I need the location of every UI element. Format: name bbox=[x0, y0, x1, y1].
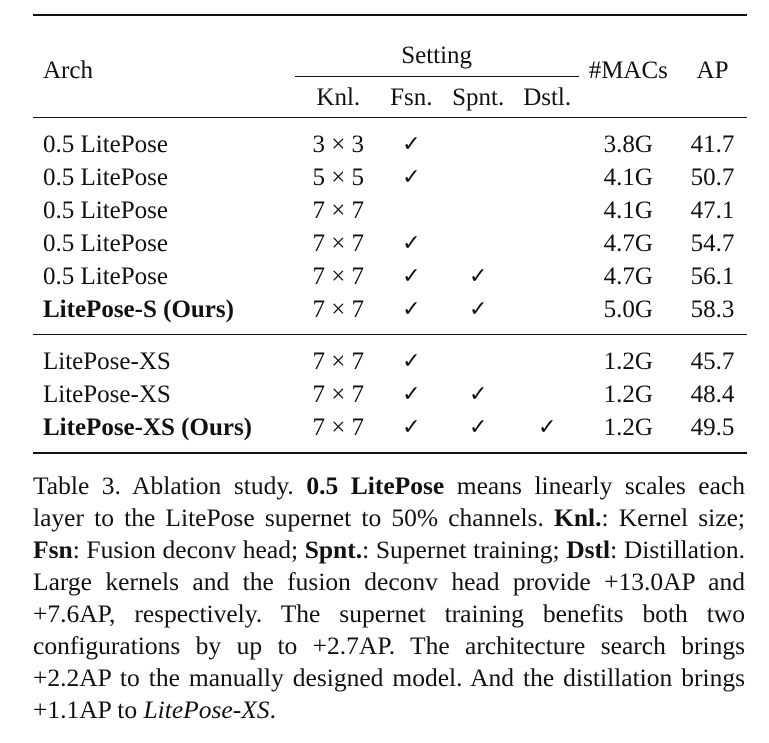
header-ap: AP bbox=[696, 57, 729, 84]
cell-macs: 1.2G bbox=[603, 381, 653, 408]
cell-arch: 0.5 LitePose bbox=[43, 263, 168, 290]
cell-knl: 7 × 7 bbox=[312, 296, 365, 323]
cell-arch: 0.5 LitePose bbox=[43, 197, 168, 224]
ablation-table bbox=[33, 14, 747, 454]
caption-text-7: . bbox=[269, 695, 276, 724]
header-arch: Arch bbox=[43, 57, 93, 84]
caption-bold-spnt: Spnt. bbox=[304, 535, 363, 564]
caption-text-1: Ablation study. bbox=[120, 471, 307, 500]
cell-arch: LitePose-XS bbox=[43, 381, 171, 408]
cell-fsn: ✓ bbox=[402, 348, 421, 374]
cell-dstl bbox=[516, 194, 579, 227]
cell-dstl bbox=[516, 335, 579, 379]
cell-ap: 49.5 bbox=[690, 414, 735, 441]
header-setting-label: Setting bbox=[401, 42, 473, 69]
table-body bbox=[33, 118, 747, 454]
cell-spnt: ✓ bbox=[468, 414, 488, 440]
cell-arch: 0.5 LitePose bbox=[43, 131, 168, 158]
cell-knl: 7 × 7 bbox=[312, 197, 365, 224]
caption-label: Table 3. bbox=[33, 471, 121, 500]
cell-ap: 58.3 bbox=[690, 296, 735, 323]
cell-ap: 54.7 bbox=[690, 230, 735, 257]
cell-spnt bbox=[441, 118, 516, 162]
caption-text-6: : Distillation. Large kernels and the fusion deconv head provide +13.0AP and +7.6AP, respectively. The supernet training benefits both two configurations by up to +2.7AP. The architecture search brings +2.2AP to the manually designed model. And the distillation brings +1.1AP to bbox=[33, 535, 745, 724]
cell-spnt: ✓ bbox=[468, 381, 488, 407]
header-dstl: Dstl. bbox=[523, 83, 572, 111]
cell-fsn: ✓ bbox=[402, 414, 421, 440]
cell-fsn bbox=[382, 194, 441, 227]
cell-dstl bbox=[516, 378, 579, 411]
cell-ap: 41.7 bbox=[690, 131, 735, 158]
cell-arch: LitePose-XS bbox=[43, 348, 171, 375]
cell-fsn: ✓ bbox=[402, 131, 421, 157]
cell-spnt bbox=[441, 335, 516, 379]
cell-arch: LitePose-S (Ours) bbox=[43, 296, 234, 323]
cell-arch: LitePose-XS (Ours) bbox=[43, 414, 252, 441]
table-row bbox=[33, 378, 747, 411]
cell-knl: 3 × 3 bbox=[312, 131, 365, 158]
caption-bold-dstl: Dstl bbox=[566, 535, 611, 564]
cell-dstl bbox=[516, 260, 579, 293]
table-row bbox=[33, 227, 747, 260]
cell-dstl bbox=[516, 227, 579, 260]
table-row bbox=[33, 118, 747, 162]
cell-ap: 45.7 bbox=[690, 348, 735, 375]
header-setting bbox=[295, 15, 579, 77]
cell-fsn: ✓ bbox=[402, 296, 421, 322]
cell-macs: 1.2G bbox=[603, 414, 653, 441]
cell-dstl bbox=[516, 293, 579, 335]
cell-arch: 0.5 LitePose bbox=[43, 164, 168, 191]
cell-ap: 47.1 bbox=[690, 197, 735, 224]
table-row bbox=[33, 260, 747, 293]
cell-knl: 7 × 7 bbox=[312, 348, 365, 375]
cell-spnt bbox=[441, 227, 516, 260]
caption-text-3: : Kernel size; bbox=[601, 503, 745, 532]
cell-ap: 56.1 bbox=[690, 263, 735, 290]
cell-dstl bbox=[516, 118, 579, 162]
cell-fsn: ✓ bbox=[402, 230, 421, 256]
cell-knl: 7 × 7 bbox=[312, 381, 365, 408]
caption-italic-litepose-xs: LitePose-XS bbox=[143, 695, 270, 724]
header-spnt: Spnt. bbox=[452, 83, 505, 111]
ablation-table-container bbox=[33, 14, 747, 454]
cell-knl: 7 × 7 bbox=[312, 414, 365, 441]
caption-text-5: : Supernet training; bbox=[362, 535, 567, 564]
cell-spnt: ✓ bbox=[468, 263, 488, 289]
header-macs: #MACs bbox=[588, 57, 668, 84]
table-row bbox=[33, 194, 747, 227]
header-knl: Knl. bbox=[316, 83, 361, 111]
cell-macs: 4.1G bbox=[603, 164, 653, 191]
cell-macs: 4.7G bbox=[603, 230, 653, 257]
table-row bbox=[33, 335, 747, 379]
cell-fsn: ✓ bbox=[402, 381, 421, 407]
cell-macs: 5.0G bbox=[603, 296, 653, 323]
cell-arch: 0.5 LitePose bbox=[43, 230, 168, 257]
cell-dstl: ✓ bbox=[537, 414, 557, 440]
caption-text-2: means linearly scales each layer to the LitePose supernet to 50% channels. bbox=[33, 471, 745, 532]
cell-fsn: ✓ bbox=[402, 263, 421, 289]
cell-knl: 5 × 5 bbox=[312, 164, 365, 191]
caption-bold-fsn: Fsn bbox=[33, 535, 73, 564]
cell-macs: 3.8G bbox=[603, 131, 653, 158]
cell-fsn: ✓ bbox=[402, 164, 421, 190]
table-row bbox=[33, 161, 747, 194]
caption-text-4: : Fusion deconv head; bbox=[72, 535, 305, 564]
cell-knl: 7 × 7 bbox=[312, 263, 365, 290]
caption-bold-litepose: 0.5 LitePose bbox=[306, 471, 445, 500]
cell-spnt bbox=[441, 194, 516, 227]
cell-macs: 4.7G bbox=[603, 263, 653, 290]
header-fsn: Fsn. bbox=[390, 83, 433, 111]
caption-bold-knl: Knl. bbox=[554, 503, 602, 532]
cell-ap: 50.7 bbox=[690, 164, 735, 191]
cell-ap: 48.4 bbox=[690, 381, 735, 408]
cell-knl: 7 × 7 bbox=[312, 230, 365, 257]
table-row bbox=[33, 411, 747, 453]
cell-macs: 1.2G bbox=[603, 348, 653, 375]
cell-spnt: ✓ bbox=[468, 296, 488, 322]
cell-spnt bbox=[441, 161, 516, 194]
table-row bbox=[33, 293, 747, 335]
table-header bbox=[33, 15, 747, 118]
cell-macs: 4.1G bbox=[603, 197, 653, 224]
header-row-1 bbox=[33, 15, 747, 77]
cell-dstl bbox=[516, 161, 579, 194]
table-caption bbox=[33, 470, 745, 726]
